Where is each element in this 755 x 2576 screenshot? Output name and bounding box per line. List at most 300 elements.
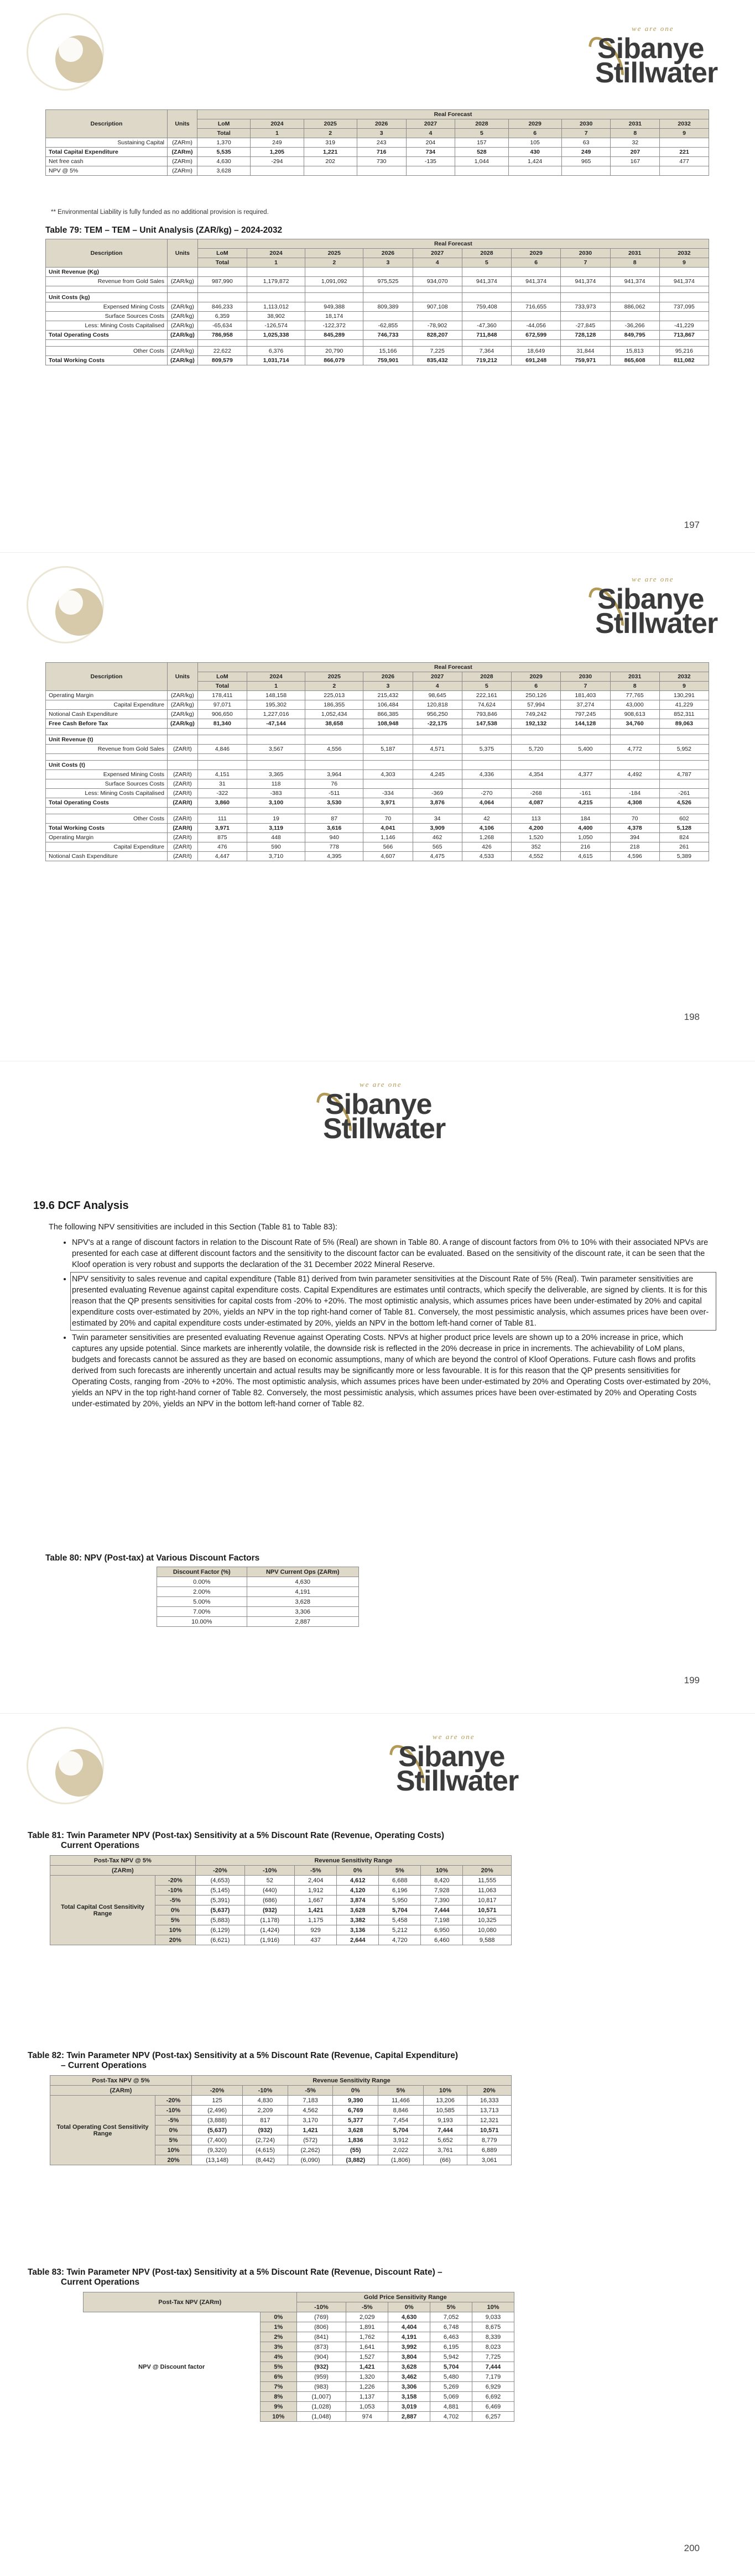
page-number: 199 <box>684 1675 700 1685</box>
row-value <box>561 735 610 745</box>
discount-factor-value: 2.00% <box>157 1587 247 1597</box>
row-value <box>561 293 610 302</box>
npv-cell: (66) <box>423 2155 467 2165</box>
row-value: 846,233 <box>197 302 247 312</box>
row-units: (ZARm) <box>168 148 197 157</box>
row-value: -27,845 <box>561 321 610 331</box>
table-row <box>46 770 709 779</box>
table-row <box>46 277 709 286</box>
row-value: 20,790 <box>305 347 363 356</box>
company-logo: we are one Sibanye Stillwater <box>325 1078 452 1144</box>
npv-cell: 6,692 <box>472 2392 514 2402</box>
npv-cell: 5,704 <box>379 1905 421 1915</box>
row-value: 590 <box>247 842 305 852</box>
row-units: (ZAR/kg) <box>168 700 198 710</box>
row-value <box>247 286 305 293</box>
row-units: (ZAR/kg) <box>168 321 198 331</box>
npv-cell: (5,145) <box>195 1886 245 1896</box>
npv-cell: 5,480 <box>430 2372 472 2382</box>
npv-cell: 10,585 <box>423 2106 467 2116</box>
row-value: 4,087 <box>512 798 561 808</box>
row-value <box>462 735 511 745</box>
npv-cell: 3,628 <box>333 2125 378 2135</box>
row-value <box>413 735 462 745</box>
row-value <box>305 808 363 814</box>
row-value: 3,971 <box>363 798 413 808</box>
table-row <box>46 745 709 754</box>
page-number: 200 <box>684 2543 700 2553</box>
row-value: -270 <box>462 789 511 798</box>
header-year: 2025 <box>305 249 363 258</box>
row-value: 38,902 <box>247 312 305 321</box>
row-value: 759,971 <box>561 356 610 365</box>
row-value <box>610 312 659 321</box>
header-period: 3 <box>363 258 413 268</box>
header-description: Description <box>46 663 168 691</box>
header-period: 1 <box>251 129 304 138</box>
row-value: 4,630 <box>197 157 251 166</box>
row-value: 81,340 <box>197 719 247 729</box>
row-value: 77,765 <box>610 691 659 700</box>
npv-cell: (1,424) <box>245 1925 295 1935</box>
row-description <box>46 729 168 735</box>
row-value: 965 <box>561 157 611 166</box>
npv-cell: 6,463 <box>430 2332 472 2342</box>
row-value: 31 <box>197 779 247 789</box>
npv-cell: (932) <box>243 2125 288 2135</box>
table-82-caption: Table 82: Twin Parameter NPV (Post-tax) Sensitivity at a 5% Discount Rate (Revenue, Capital Expenditure) – Current Operations <box>28 2051 459 2070</box>
corner-units: (ZARm) <box>50 2086 192 2096</box>
header-year: 2024 <box>247 672 305 682</box>
row-value: 430 <box>508 148 561 157</box>
row-value <box>610 808 659 814</box>
row-value <box>610 779 659 789</box>
row-value: 845,289 <box>305 331 363 340</box>
header-units: Units <box>168 663 198 691</box>
npv-cell: 3,761 <box>423 2145 467 2155</box>
row-value <box>610 293 659 302</box>
header-period: Total <box>197 258 247 268</box>
npv-cell: 3,462 <box>388 2372 430 2382</box>
npv-cell: (2,496) <box>192 2106 243 2116</box>
row-value: 941,374 <box>610 277 659 286</box>
row-value: -135 <box>406 157 455 166</box>
table-79 <box>45 239 709 365</box>
table-83-caption: Table 83: Twin Parameter NPV (Post-tax) Sensitivity at a 5% Discount Rate (Revenue, Discount Rate) – Current Operations <box>28 2268 442 2287</box>
npv-cell: 12,321 <box>467 2116 512 2125</box>
row-value: -268 <box>512 789 561 798</box>
column-header: 10% <box>472 2302 514 2312</box>
row-value: 3,971 <box>197 824 247 833</box>
row-description: Net free cash <box>46 157 168 166</box>
row-value: 975,525 <box>363 277 413 286</box>
bullet-item: • NPV sensitivity to sales revenue and capital expenditure (Table 81) derived from twin parameter sensitivities at the Discount Rate of 5% (Real). Twin parameter sensitivities are presented evaluating Revenue against capital expenditure costs. Capital Expenditures are estimates until contracts, which specify the deliverable, are signed by clients. It is for this reason that the QP presents sensitivities for capital costs from -20% to +20%. The most optimistic analysis, which assumes prices have been under-estimated by 20% and capital expenditure costs over-estimated by 20%, yields an NPV in the top right-hand corner of Table 81. Conversely, the most pessimistic analysis, which assumes prices have been over-estimated by 20% and capital expenditure costs under-estimated by 20%, yields an NPV in the bottom left-hand corner of Table 81. <box>72 1274 715 1329</box>
row-value <box>462 293 511 302</box>
table-row <box>46 138 709 148</box>
row-value: 167 <box>611 157 660 166</box>
header-period: Total <box>197 682 247 691</box>
header-year: 2026 <box>363 672 413 682</box>
row-value: 908,613 <box>610 710 659 719</box>
npv-cell: (841) <box>296 2332 346 2342</box>
row-value <box>462 754 511 761</box>
column-header: 5% <box>378 2086 424 2096</box>
header-discount-factor: Discount Factor (%) <box>157 1567 247 1577</box>
table-80 <box>157 1567 359 1627</box>
row-description: Total Capital Expenditure <box>46 148 168 157</box>
row-units <box>168 808 198 814</box>
row-units <box>168 754 198 761</box>
company-logo: we are one Sibanye Stillwater <box>597 573 725 639</box>
row-value: 74,624 <box>462 700 511 710</box>
row-value: 778 <box>305 842 363 852</box>
row-value: 759,408 <box>462 302 511 312</box>
row-value <box>660 138 709 148</box>
npv-cell: 1,320 <box>346 2372 388 2382</box>
header-npv: NPV Current Ops (ZARm) <box>247 1567 358 1577</box>
table-row <box>46 779 709 789</box>
row-value: 4,475 <box>413 852 462 861</box>
table-row <box>46 700 709 710</box>
npv-cell: (5,637) <box>192 2125 243 2135</box>
intro-paragraph: The following NPV sensitivities are included in this Section (Table 81 to Table 83): <box>49 1223 338 1232</box>
row-value: -47,144 <box>247 719 305 729</box>
row-value <box>462 808 511 814</box>
row-description: Capital Expenditure <box>46 700 168 710</box>
row-value: 34 <box>413 814 462 824</box>
row-value: 4,772 <box>610 745 659 754</box>
header-year: LoM <box>197 249 247 258</box>
row-value: 106,484 <box>363 700 413 710</box>
row-units: (ZAR/kg) <box>168 356 198 365</box>
npv-cell: 3,158 <box>388 2392 430 2402</box>
row-value <box>247 761 305 770</box>
table-83 <box>83 2292 514 2422</box>
row-header: 0% <box>155 1905 196 1915</box>
row-units: (ZAR/kg) <box>168 347 198 356</box>
npv-cell: 1,891 <box>346 2322 388 2332</box>
row-description: Unit Revenue (Kg) <box>46 268 168 277</box>
row-value: 4,556 <box>305 745 363 754</box>
column-header: -5% <box>346 2302 388 2312</box>
npv-cell: 4,830 <box>243 2096 288 2106</box>
row-value <box>659 735 709 745</box>
npv-cell: (4,615) <box>243 2145 288 2155</box>
column-header: 10% <box>421 1866 463 1876</box>
range-header: Revenue Sensitivity Range <box>192 2076 512 2086</box>
row-value: 87 <box>305 814 363 824</box>
npv-cell: 6,769 <box>333 2106 378 2116</box>
row-value: 672,599 <box>512 331 561 340</box>
header-period: 2 <box>305 258 363 268</box>
row-value: 713,867 <box>659 331 709 340</box>
npv-cell: (6,129) <box>195 1925 245 1935</box>
row-description: Unit Costs (t) <box>46 761 168 770</box>
npv-cell: 11,466 <box>378 2096 424 2106</box>
row-value: 3,860 <box>197 798 247 808</box>
npv-cell: 5,704 <box>430 2362 472 2372</box>
header-year: 2025 <box>305 672 363 682</box>
row-value: 477 <box>660 157 709 166</box>
row-value <box>197 286 247 293</box>
npv-cell: (959) <box>296 2372 346 2382</box>
row-header: 9% <box>261 2402 297 2412</box>
row-header: 5% <box>261 2362 297 2372</box>
npv-cell: 5,652 <box>423 2135 467 2145</box>
row-value: 849,795 <box>610 331 659 340</box>
row-value: 809,389 <box>363 302 413 312</box>
npv-cell: 817 <box>243 2116 288 2125</box>
row-value: 352 <box>512 842 561 852</box>
row-value: 4,106 <box>462 824 511 833</box>
row-value: 5,187 <box>363 745 413 754</box>
sensitivity-bullets <box>62 1237 715 1413</box>
row-description: Other Costs <box>46 347 168 356</box>
npv-value: 3,306 <box>247 1607 358 1617</box>
row-value: 1,520 <box>512 833 561 842</box>
header-year: 2028 <box>462 672 511 682</box>
column-header: -10% <box>296 2302 346 2312</box>
row-description: Surface Sources Costs <box>46 312 168 321</box>
npv-cell: 3,019 <box>388 2402 430 2412</box>
row-value: 18,174 <box>305 312 363 321</box>
row-value <box>305 754 363 761</box>
row-header: -5% <box>155 1896 196 1905</box>
table-row <box>46 808 709 814</box>
row-value <box>197 340 247 347</box>
row-header: 10% <box>261 2412 297 2422</box>
npv-cell: 2,209 <box>243 2106 288 2116</box>
row-value: 144,128 <box>561 719 610 729</box>
row-description: Total Working Costs <box>46 824 168 833</box>
header-year: 2024 <box>247 249 305 258</box>
row-value: 734 <box>406 148 455 157</box>
row-units: (ZAR/kg) <box>168 277 198 286</box>
row-value: 181,403 <box>561 691 610 700</box>
npv-cell: 5,377 <box>333 2116 378 2125</box>
table-79-caption: Table 79: TEM – TEM – Unit Analysis (ZAR/kg) – 2024-2032 <box>45 226 283 235</box>
header-year: LoM <box>197 119 251 129</box>
row-value: 759,901 <box>363 356 413 365</box>
npv-cell: 7,179 <box>472 2372 514 2382</box>
page-200 <box>0 1714 755 2576</box>
row-value <box>561 729 610 735</box>
npv-cell: (8,442) <box>243 2155 288 2165</box>
header-year: 2032 <box>660 119 709 129</box>
row-value: 4,336 <box>462 770 511 779</box>
row-value: 7,364 <box>462 347 511 356</box>
header-period: 6 <box>512 682 561 691</box>
row-units <box>168 735 198 745</box>
npv-cell: 7,198 <box>421 1915 463 1925</box>
npv-cell: (440) <box>245 1886 295 1896</box>
npv-cell: (1,916) <box>245 1935 295 1945</box>
npv-cell: (7,400) <box>192 2135 243 2145</box>
row-value <box>363 779 413 789</box>
row-header: 2% <box>261 2332 297 2342</box>
row-value: 1,044 <box>455 157 508 166</box>
company-logo: we are one Sibanye Stillwater <box>398 1730 525 1797</box>
row-value: 1,424 <box>508 157 561 166</box>
npv-cell: 6,469 <box>472 2402 514 2412</box>
row-value: 716 <box>357 148 406 157</box>
npv-cell: 5,458 <box>379 1915 421 1925</box>
table-row <box>46 312 709 321</box>
row-value: 828,207 <box>413 331 462 340</box>
row-value <box>462 779 511 789</box>
row-value: 4,377 <box>561 770 610 779</box>
row-value: 148,158 <box>247 691 305 700</box>
row-value: 5,375 <box>462 745 511 754</box>
row-value: -161 <box>561 789 610 798</box>
table-row <box>46 302 709 312</box>
row-description: Total Operating Costs <box>46 798 168 808</box>
npv-cell: 7,454 <box>378 2116 424 2125</box>
npv-cell: 5,704 <box>378 2125 424 2135</box>
row-value: -261 <box>659 789 709 798</box>
row-value <box>512 268 561 277</box>
real-forecast-table <box>45 109 709 176</box>
npv-cell: (1,178) <box>245 1915 295 1925</box>
row-value <box>659 268 709 277</box>
npv-cell: 7,444 <box>421 1905 463 1915</box>
column-header: 0% <box>388 2302 430 2312</box>
row-value: 866,385 <box>363 710 413 719</box>
row-header: 5% <box>155 1915 196 1925</box>
npv-cell: (6,090) <box>288 2155 333 2165</box>
row-units: (ZAR/kg) <box>168 302 198 312</box>
npv-cell: 3,628 <box>337 1905 379 1915</box>
row-value: 733,973 <box>561 302 610 312</box>
row-value <box>304 166 357 176</box>
table-row <box>46 710 709 719</box>
header-description: Description <box>46 110 168 138</box>
npv-cell: 7,725 <box>472 2352 514 2362</box>
npv-cell: 6,929 <box>472 2382 514 2392</box>
corner-header: Post-Tax NPV @ 5% <box>50 2076 192 2086</box>
column-header: -20% <box>195 1866 245 1876</box>
row-units <box>168 340 198 347</box>
row-value: 32 <box>611 138 660 148</box>
row-description: Revenue from Gold Sales <box>46 277 168 286</box>
discount-factor-value: 5.00% <box>157 1597 247 1607</box>
company-logo: we are one Sibanye Stillwater <box>597 22 725 88</box>
column-header: 10% <box>423 2086 467 2096</box>
row-description: Other Costs <box>46 814 168 824</box>
decorative-circles <box>27 1727 115 1810</box>
row-value <box>512 761 561 770</box>
npv-cell: 8,023 <box>472 2342 514 2352</box>
header-year: 2029 <box>512 249 561 258</box>
table-row <box>46 148 709 157</box>
npv-cell: (983) <box>296 2382 346 2392</box>
row-value: 34,760 <box>610 719 659 729</box>
row-value <box>610 729 659 735</box>
row-value: 956,250 <box>413 710 462 719</box>
npv-cell: 2,022 <box>378 2145 424 2155</box>
row-value: -44,056 <box>512 321 561 331</box>
row-value: 202 <box>304 157 357 166</box>
row-value <box>305 735 363 745</box>
row-value: 786,958 <box>197 331 247 340</box>
row-value <box>561 268 610 277</box>
npv-cell: 4,720 <box>379 1935 421 1945</box>
row-value <box>413 312 462 321</box>
row-value <box>659 754 709 761</box>
row-description: Expensed Mining Costs <box>46 302 168 312</box>
row-value: 195,302 <box>247 700 305 710</box>
header-year: 2028 <box>462 249 511 258</box>
row-header: 8% <box>261 2392 297 2402</box>
row-value <box>363 340 413 347</box>
header-period: 3 <box>357 129 406 138</box>
row-value: 1,031,714 <box>247 356 305 365</box>
row-value: 716,655 <box>512 302 561 312</box>
row-value <box>512 735 561 745</box>
table-row <box>46 754 709 761</box>
row-value: -122,372 <box>305 321 363 331</box>
table-row <box>46 166 709 176</box>
row-value <box>455 166 508 176</box>
page-198 <box>0 553 755 1061</box>
row-value <box>413 808 462 814</box>
corner-units: (ZARm) <box>50 1866 196 1876</box>
npv-cell: 9,193 <box>423 2116 467 2125</box>
row-value: 1,227,016 <box>247 710 305 719</box>
discount-factor-value: 7.00% <box>157 1607 247 1617</box>
row-header: 20% <box>155 1935 196 1945</box>
row-value <box>197 761 247 770</box>
npv-cell: (5,637) <box>195 1905 245 1915</box>
npv-cell: 8,675 <box>472 2322 514 2332</box>
row-value: 249 <box>561 148 611 157</box>
row-value: 811,082 <box>659 356 709 365</box>
npv-cell: 6,195 <box>430 2342 472 2352</box>
npv-cell: 7,183 <box>288 2096 333 2106</box>
row-units: (ZAR/t) <box>168 852 198 861</box>
npv-cell: (2,724) <box>243 2135 288 2145</box>
table-row <box>46 340 709 347</box>
row-value: 184 <box>561 814 610 824</box>
corner-header: Post-Tax NPV @ 5% <box>50 1856 196 1866</box>
row-units: (ZAR/t) <box>168 824 198 833</box>
row-value <box>305 286 363 293</box>
npv-cell: 13,713 <box>467 2106 512 2116</box>
range-header: Revenue Sensitivity Range <box>195 1856 511 1866</box>
row-value: 566 <box>363 842 413 852</box>
row-value <box>413 286 462 293</box>
row-value: 19 <box>247 814 305 824</box>
npv-cell: 6,257 <box>472 2412 514 2422</box>
row-value <box>561 808 610 814</box>
row-value: 130,291 <box>659 691 709 700</box>
row-value: 941,374 <box>512 277 561 286</box>
row-description: Notional Cash Expenditure <box>46 852 168 861</box>
column-header: -20% <box>192 2086 243 2096</box>
npv-cell: 125 <box>192 2096 243 2106</box>
header-period: 5 <box>455 129 508 138</box>
row-value: 3,964 <box>305 770 363 779</box>
bullet-item: • NPV's at a range of discount factors in relation to the Discount Rate of 5% (Real) are shown in Table 80. A range of discount factors from 0% to 10% with their associated NPVs are presented for each case at different discount factors and the sensitivity to the discount factor can be evaluated. Based on the sensitivity of the discount rate, it can be seen that the Kloof operation is very robust and supports the declaration of the 31 December 2022 Mineral Reserve. <box>72 1237 715 1270</box>
npv-cell: 7,444 <box>423 2125 467 2135</box>
row-value: -511 <box>305 789 363 798</box>
row-value: 746,733 <box>363 331 413 340</box>
row-value: 95,216 <box>659 347 709 356</box>
row-value: 394 <box>610 833 659 842</box>
header-year: 2032 <box>659 249 709 258</box>
npv-cell: 1,175 <box>295 1915 337 1925</box>
row-value: 6,359 <box>197 312 247 321</box>
